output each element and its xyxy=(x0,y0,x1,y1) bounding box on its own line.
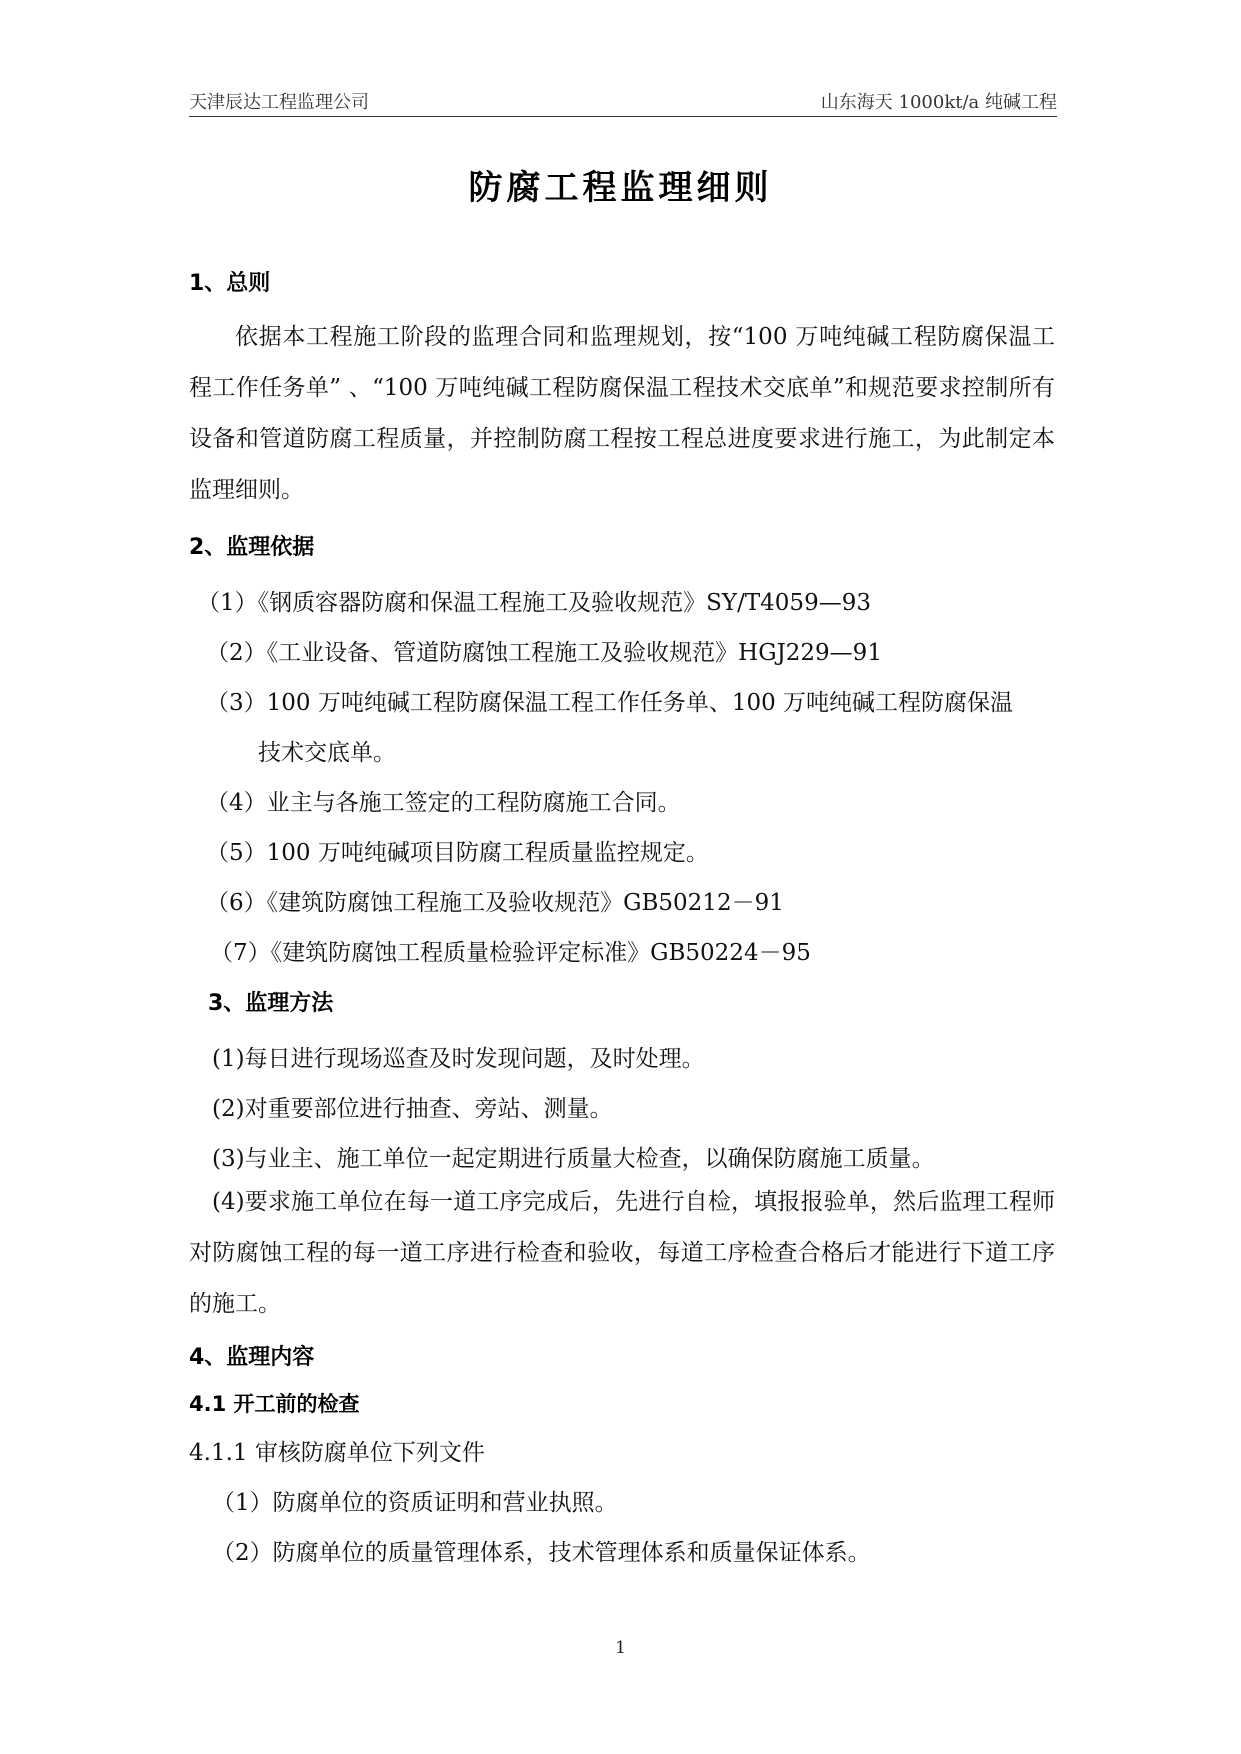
section-1-paragraph: 依据本工程施工阶段的监理合同和监理规划，按“100 万吨纯碱工程防腐保温工程工作任务单” 、“100 万吨纯碱工程防腐保温工程技术交底单”和规范要求控制所有设备和管道防腐工程质量，并控制防腐工程按工程总进度要求进行施工，为此制定本监理细则。 xyxy=(189,324,1055,503)
content-item-2: （2）防腐单位的质量管理体系，技术管理体系和质量保证体系。 xyxy=(212,1540,871,1566)
header-project: 山东海天 1000kt/a 纯碱工程 xyxy=(820,92,1057,113)
basis-item-7: （7）《建筑防腐蚀工程质量检验评定标准》GB50224－95 xyxy=(210,940,811,966)
section-4-heading: 4、监理内容 xyxy=(189,1345,315,1370)
document-title: 防腐工程监理细则 xyxy=(468,168,773,208)
section-2-heading: 2、监理依据 xyxy=(189,535,315,560)
method-item-1: (1)每日进行现场巡查及时发现问题，及时处理。 xyxy=(212,1046,705,1072)
section-3-heading: 3、监理方法 xyxy=(208,991,334,1016)
page-number: 1 xyxy=(615,1638,626,1658)
basis-item-2: （2）《工业设备、管道防腐蚀工程施工及验收规范》HGJ229—91 xyxy=(206,640,882,666)
method-item-3: (3)与业主、施工单位一起定期进行质量大检查，以确保防腐施工质量。 xyxy=(212,1146,935,1172)
basis-item-3-continued: 技术交底单。 xyxy=(258,740,396,766)
header-company: 天津辰达工程监理公司 xyxy=(189,92,369,113)
page-header xyxy=(189,86,1057,117)
basis-item-4: （4）业主与各施工签定的工程防腐施工合同。 xyxy=(206,790,681,816)
basis-item-3: （3）100 万吨纯碱工程防腐保温工程工作任务单、100 万吨纯碱工程防腐保温 xyxy=(206,690,1014,716)
content-item-1: （1）防腐单位的资质证明和营业执照。 xyxy=(212,1490,618,1516)
subsection-4-1-1-heading: 4.1.1 审核防腐单位下列文件 xyxy=(189,1440,485,1466)
method-item-4: (4)要求施工单位在每一道工序完成后，先进行自检，填报报验单，然后监理工程师对防腐蚀工程的每一道工序进行检查和验收，每道工序检查合格后才能进行下道工序的施工。 xyxy=(189,1189,1055,1317)
basis-item-1: （1）《钢质容器防腐和保温工程施工及验收规范》SY/T4059—93 xyxy=(197,590,871,616)
subsection-4-1-heading: 4.1 开工前的检查 xyxy=(189,1392,360,1416)
basis-item-6: （6）《建筑防腐蚀工程施工及验收规范》GB50212－91 xyxy=(206,890,784,916)
section-1-heading: 1、总则 xyxy=(189,271,271,296)
method-item-2: (2)对重要部位进行抽查、旁站、测量。 xyxy=(212,1096,613,1122)
basis-item-5: （5）100 万吨纯碱项目防腐工程质量监控规定。 xyxy=(206,840,709,866)
